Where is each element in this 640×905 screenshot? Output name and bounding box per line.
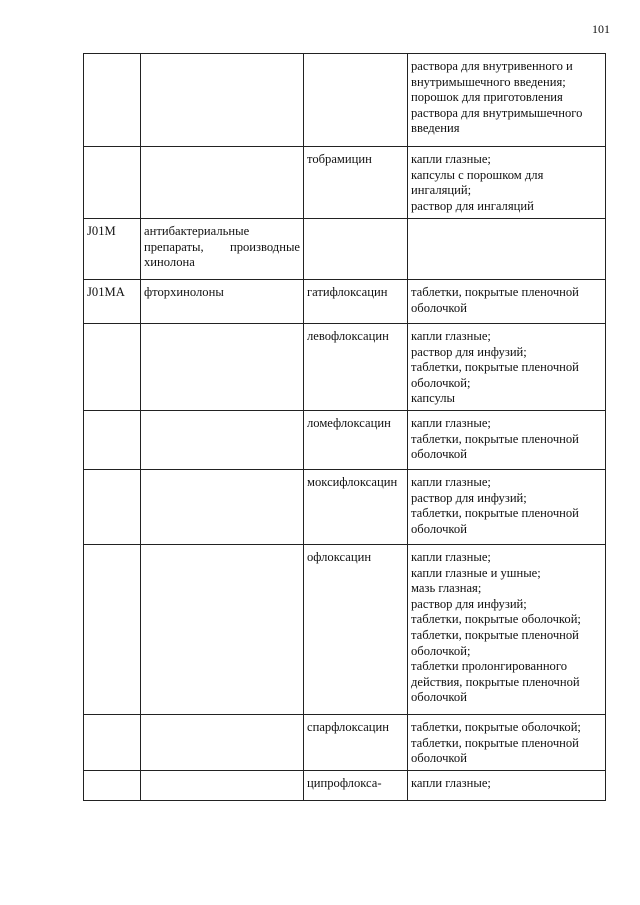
dosage-form-item: порошок для приготовления раствора для внутримышечного введения (411, 90, 583, 136)
dosage-form-item: раствор для инфузий; (411, 344, 527, 359)
atc-code-cell (84, 770, 141, 800)
drug-name-cell: гатифлоксацин (304, 280, 408, 324)
table-row (84, 324, 606, 411)
group-name-cell (141, 147, 304, 219)
dosage-form-item: таблетки, покрытые пленочной оболочкой; (411, 627, 579, 658)
drug-table (83, 53, 606, 801)
atc-code-cell (84, 544, 141, 714)
group-name-cell (141, 410, 304, 469)
dosage-form-item: капли глазные; (411, 415, 491, 430)
group-name-cell (141, 544, 304, 714)
dosage-form-item: таблетки, покрытые пленочной оболочкой (411, 506, 579, 536)
table-row (84, 770, 606, 800)
table-body (84, 54, 606, 801)
dosage-form-item: таблетки, покрытые пленочной оболочкой (411, 431, 579, 462)
dosage-form-item: капли глазные; (411, 329, 491, 343)
drug-name-cell: моксифлоксацин (304, 469, 408, 544)
dosage-form-item: таблетки, покрытые пленочной оболочкой; (411, 360, 579, 390)
drug-name-cell (304, 54, 408, 147)
dosage-forms-cell (408, 219, 606, 280)
atc-code-cell (84, 54, 141, 147)
dosage-forms-cell (408, 469, 606, 544)
group-name-cell (141, 469, 304, 544)
drug-name-cell: ломефлоксацин (304, 410, 408, 469)
dosage-forms-cell (408, 544, 606, 714)
dosage-form-item: раствора для внутривенного и внутримышечного введения; (411, 59, 573, 89)
dosage-form-item: капли глазные; (411, 474, 491, 489)
group-name-cell: фторхинолоны (141, 280, 304, 324)
atc-code-cell (84, 714, 141, 770)
table-row (84, 469, 606, 544)
dosage-forms-cell (408, 770, 606, 800)
dosage-form-item: таблетки, покрытые пленочной оболочкой (411, 285, 579, 315)
dosage-forms-cell (408, 54, 606, 147)
dosage-form-item: раствор для инфузий; (411, 490, 527, 505)
drug-name-cell: офлоксацин (304, 544, 408, 714)
dosage-form-item: таблетки, покрытые пленочной оболочкой (411, 735, 579, 766)
dosage-form-item: таблетки пролонгированного действия, покрытые пленочной оболочкой (411, 659, 580, 705)
dosage-form-item: капсулы с порошком для ингаляций; (411, 167, 544, 198)
table-row (84, 219, 606, 280)
dosage-form-item: капли глазные; (411, 775, 491, 790)
atc-code-cell (84, 469, 141, 544)
drug-name-cell: тобрамицин (304, 147, 408, 219)
dosage-form-item: капли глазные; (411, 152, 491, 166)
atc-code-cell (84, 147, 141, 219)
dosage-form-item: мазь глазная; (411, 581, 482, 596)
group-name-cell (141, 324, 304, 411)
table-row (84, 410, 606, 469)
dosage-form-item: раствор для ингаляций (411, 198, 534, 213)
page-number: 101 (592, 22, 610, 36)
drug-name-cell: левофлоксацин (304, 324, 408, 411)
group-name-cell: антибактериальные препараты, производные хинолона (141, 219, 304, 280)
table-row (84, 544, 606, 714)
atc-code-cell (84, 410, 141, 469)
table-row (84, 280, 606, 324)
dosage-form-item: капсулы (411, 391, 456, 406)
table-row (84, 54, 606, 147)
dosage-form-item: раствор для инфузий; (411, 596, 527, 611)
atc-code-cell: J01M (84, 219, 141, 280)
drug-name-cell: ципрофлокса- (304, 770, 408, 800)
drug-name-cell: спарфлоксацин (304, 714, 408, 770)
group-name-cell (141, 54, 304, 147)
group-name-cell (141, 714, 304, 770)
group-name-cell (141, 770, 304, 800)
dosage-form-item: капли глазные и ушные; (411, 565, 541, 580)
dosage-forms-cell (408, 147, 606, 219)
atc-code-cell (84, 324, 141, 411)
table-row (84, 147, 606, 219)
dosage-form-item: таблетки, покрытые оболочкой; (411, 719, 581, 734)
drug-name-cell (304, 219, 408, 280)
dosage-forms-cell (408, 280, 606, 324)
dosage-forms-cell (408, 714, 606, 770)
table-row (84, 714, 606, 770)
dosage-forms-cell (408, 410, 606, 469)
dosage-forms-cell (408, 324, 606, 411)
dosage-form-item: таблетки, покрытые оболочкой; (411, 612, 581, 627)
dosage-form-item: капли глазные; (411, 549, 491, 564)
atc-code-cell: J01MA (84, 280, 141, 324)
